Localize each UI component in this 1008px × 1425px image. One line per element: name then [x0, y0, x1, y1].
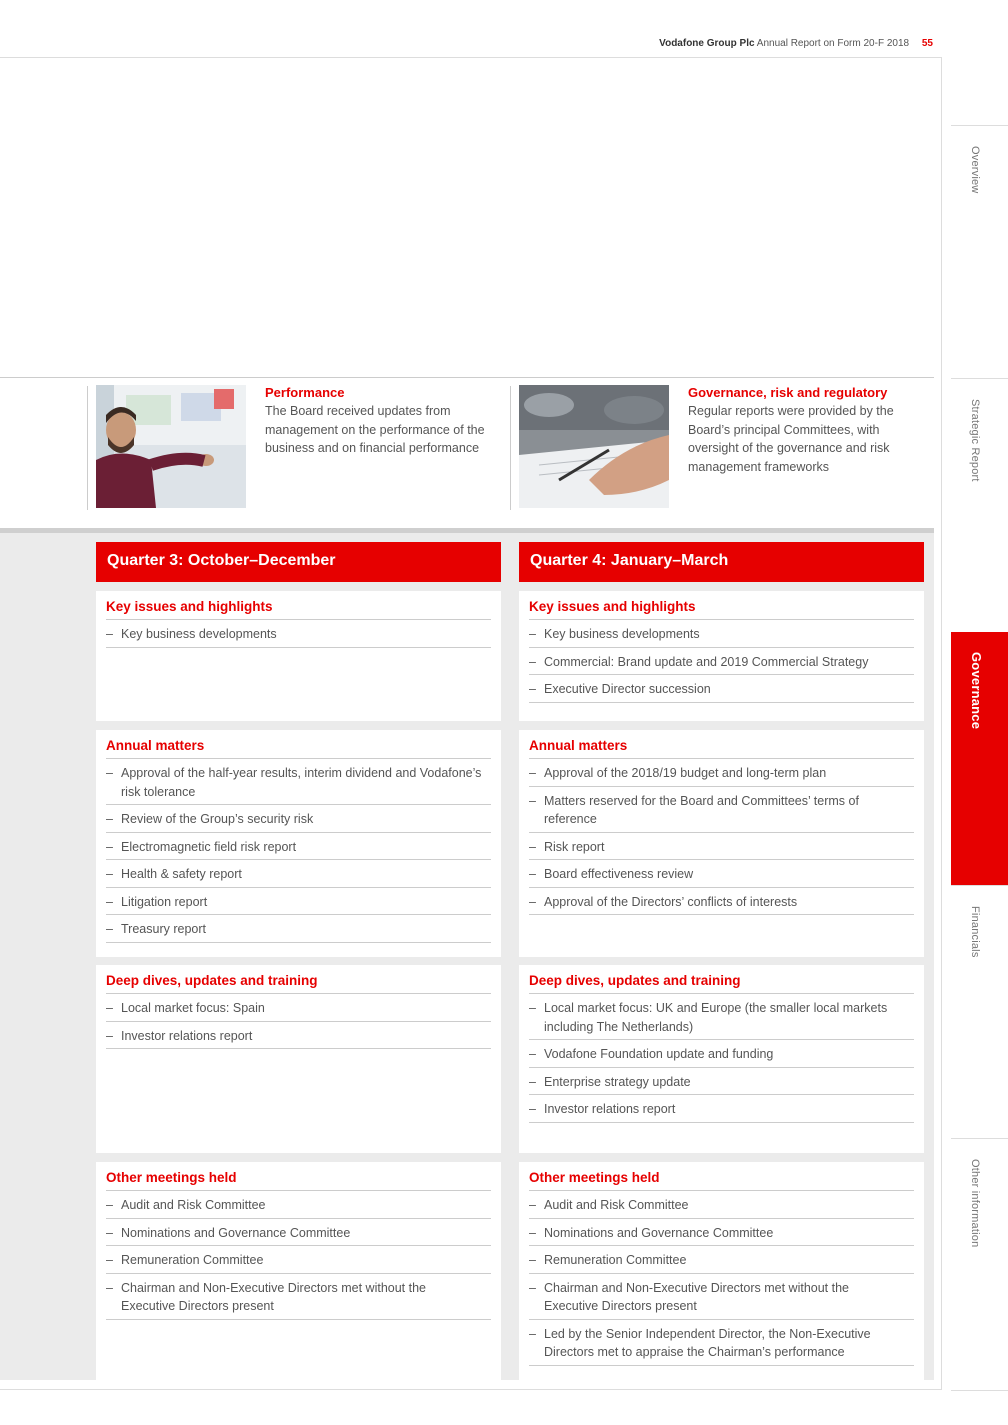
list-item: – Investor relations report [529, 1095, 914, 1123]
deep-dives-box [96, 965, 501, 1153]
report-title: Annual Report on Form 20-F 2018 [756, 38, 910, 49]
quarter-4-column [519, 542, 924, 1359]
presenter-photo [96, 385, 246, 508]
tab-label: Strategic Report [969, 399, 981, 482]
page-header [659, 38, 933, 49]
list-item: – Remuneration Committee [106, 1246, 491, 1274]
tab-overview[interactable] [951, 125, 1008, 378]
list-item: – Local market focus: Spain [106, 994, 491, 1022]
section-title: Key issues and highlights [106, 599, 491, 620]
feature-title: Performance [265, 385, 345, 400]
list-item: – Approval of the half-year results, interim dividend and Vodafone’s risk tolerance [106, 759, 491, 805]
list-item: – Chairman and Non-Executive Directors met without the Executive Directors present [106, 1274, 491, 1320]
key-issues-box [96, 591, 501, 721]
list-item: – Electromagnetic field risk report [106, 833, 491, 861]
list-item: – Audit and Risk Committee [529, 1191, 914, 1219]
feature-body: Regular reports were provided by the Board’s principal Committees, with oversight of the governance and risk management frameworks [688, 404, 894, 474]
list-item: – Treasury report [106, 915, 491, 943]
deep-dives-box [519, 965, 924, 1153]
list-item: – Nominations and Governance Committee [106, 1219, 491, 1247]
feature-body: The Board received updates from management on the performance of the business and on financial performance [265, 404, 485, 455]
list-item: – Matters reserved for the Board and Committees’ terms of reference [529, 787, 914, 833]
page-number: 55 [921, 38, 933, 49]
list-item: – Commercial: Brand update and 2019 Commercial Strategy [529, 648, 914, 676]
divider [0, 377, 934, 378]
list-item: – Approval of the Directors’ conflicts of interests [529, 888, 914, 916]
tab-label: Other information [969, 1159, 981, 1248]
tab-label: Governance [969, 652, 984, 730]
feature-title: Governance, risk and regulatory [688, 385, 888, 400]
other-meetings-box [96, 1162, 501, 1380]
tab-strategic-report[interactable] [951, 378, 1008, 632]
section-title: Key issues and highlights [529, 599, 914, 620]
list-item: – Health & safety report [106, 860, 491, 888]
section-title: Deep dives, updates and training [106, 973, 491, 994]
list-item: – Risk report [529, 833, 914, 861]
other-meetings-box [519, 1162, 924, 1380]
list-item: – Approval of the 2018/19 budget and long-term plan [529, 759, 914, 787]
list-item: – Executive Director succession [529, 675, 914, 703]
section-title: Annual matters [106, 738, 491, 759]
annual-matters-box [519, 730, 924, 957]
list-item: – Review of the Group’s security risk [106, 805, 491, 833]
list-item: – Local market focus: UK and Europe (the smaller local markets including The Netherlands) [529, 994, 914, 1040]
list-item: – Board effectiveness review [529, 860, 914, 888]
list-item: – Audit and Risk Committee [106, 1191, 491, 1219]
quarter-3-column [96, 542, 501, 1313]
annual-matters-box [96, 730, 501, 957]
list-item: – Chairman and Non-Executive Directors met without the Executive Directors present [529, 1274, 914, 1320]
list-item: – Investor relations report [106, 1022, 491, 1050]
documents-photo [519, 385, 669, 508]
list-item: – Remuneration Committee [529, 1246, 914, 1274]
list-item: – Key business developments [529, 620, 914, 648]
tab-other-information[interactable] [951, 1138, 1008, 1391]
tab-governance[interactable] [951, 632, 1008, 885]
brand-name: Vodafone Group Plc [659, 38, 755, 49]
list-item: – Litigation report [106, 888, 491, 916]
list-item: – Nominations and Governance Committee [529, 1219, 914, 1247]
list-item: – Enterprise strategy update [529, 1068, 914, 1096]
section-title: Other meetings held [529, 1170, 914, 1191]
list-item: – Led by the Senior Independent Director, the Non-Executive Directors met to appraise the Chairman’s performance [529, 1320, 914, 1366]
section-title: Other meetings held [106, 1170, 491, 1191]
tab-label: Financials [969, 906, 981, 958]
tab-label: Overview [969, 146, 981, 194]
section-title: Annual matters [529, 738, 914, 759]
quarter-title: Quarter 4: January–March [519, 542, 924, 582]
list-item: – Key business developments [106, 620, 491, 648]
quarter-title: Quarter 3: October–December [96, 542, 501, 582]
key-issues-box [519, 591, 924, 721]
divider [510, 386, 511, 510]
section-title: Deep dives, updates and training [529, 973, 914, 994]
divider [87, 386, 88, 510]
tab-financials[interactable] [951, 885, 1008, 1138]
list-item: – Vodafone Foundation update and funding [529, 1040, 914, 1068]
